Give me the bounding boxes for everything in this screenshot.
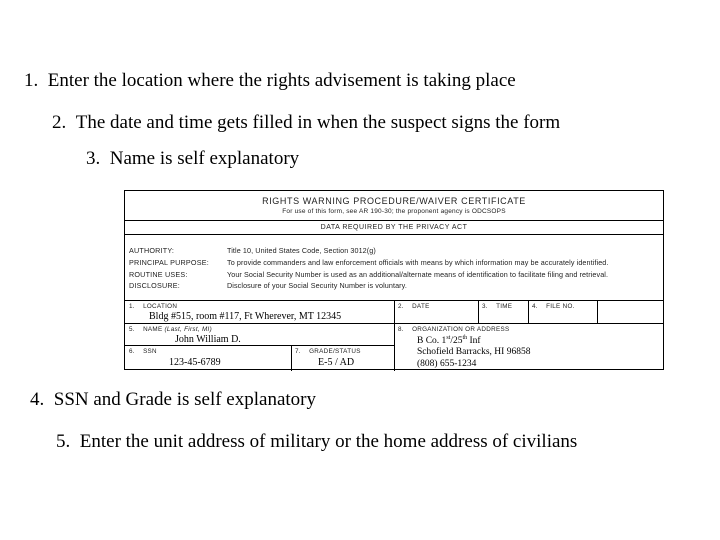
org-line-3: (808) 655-1234 bbox=[417, 359, 477, 369]
ssn-value: 123-45-6789 bbox=[169, 357, 221, 368]
grade-value: E-5 / AD bbox=[318, 357, 355, 368]
instruction-1: 1. Enter the location where the rights advisement is taking place bbox=[24, 70, 516, 91]
form-subtitle: For use of this form, see AR 190-30; the proponent agency is ODCSOPS bbox=[282, 208, 506, 215]
divider bbox=[597, 300, 598, 323]
instruction-3: 3. Name is self explanatory bbox=[86, 148, 300, 169]
routine-uses-label: ROUTINE USES: bbox=[129, 270, 188, 279]
location-label: 1. LOCATION bbox=[129, 303, 178, 310]
grade-label: 7. GRADE/STATUS bbox=[295, 348, 361, 355]
instruction-4: 4. SSN and Grade is self explanatory bbox=[30, 389, 316, 410]
divider bbox=[528, 300, 529, 323]
org-label: 8. ORGANIZATION OR ADDRESS bbox=[398, 326, 510, 333]
instruction-5: 5. Enter the unit address of military or the home address of civilians bbox=[56, 431, 578, 452]
file-no-label: 4. FILE NO. bbox=[532, 303, 575, 310]
divider bbox=[125, 345, 394, 346]
divider bbox=[125, 220, 663, 221]
org-line-1: B Co. 1st/25th Inf bbox=[417, 335, 481, 347]
ssn-label: 6. SSN bbox=[129, 348, 157, 355]
purpose-text: To provide commanders and law enforcement officials with means by which information may be accurately identified. bbox=[227, 258, 609, 267]
date-label: 2. DATE bbox=[398, 303, 430, 310]
purpose-label: PRINCIPAL PURPOSE: bbox=[129, 258, 209, 267]
name-label: 5. NAME (Last, First, MI) bbox=[129, 326, 212, 333]
disclosure-text: Disclosure of your Social Security Number is voluntary. bbox=[227, 281, 407, 290]
authority-label: AUTHORITY: bbox=[129, 246, 175, 255]
org-line-2: Schofield Barracks, HI 96858 bbox=[417, 347, 531, 357]
privacy-act-title: DATA REQUIRED BY THE PRIVACY ACT bbox=[320, 224, 468, 231]
time-label: 3. TIME bbox=[482, 303, 513, 310]
instruction-2: 2. The date and time gets filled in when the suspect signs the form bbox=[52, 112, 561, 133]
authority-text: Title 10, United States Code, Section 3012(g) bbox=[227, 246, 376, 255]
rights-warning-form bbox=[124, 190, 664, 370]
disclosure-label: DISCLOSURE: bbox=[129, 281, 180, 290]
name-value: John William D. bbox=[175, 334, 241, 345]
location-value: Bldg #515, room #117, Ft Wherever, MT 12345 bbox=[149, 311, 342, 322]
routine-uses-text: Your Social Security Number is used as an additional/alternate means of identification to facilitate filing and retrieval. bbox=[227, 270, 609, 279]
divider bbox=[394, 300, 395, 371]
form-title: RIGHTS WARNING PROCEDURE/WAIVER CERTIFICATE bbox=[262, 196, 526, 206]
divider bbox=[125, 234, 663, 235]
divider bbox=[478, 300, 479, 323]
divider bbox=[291, 345, 292, 371]
